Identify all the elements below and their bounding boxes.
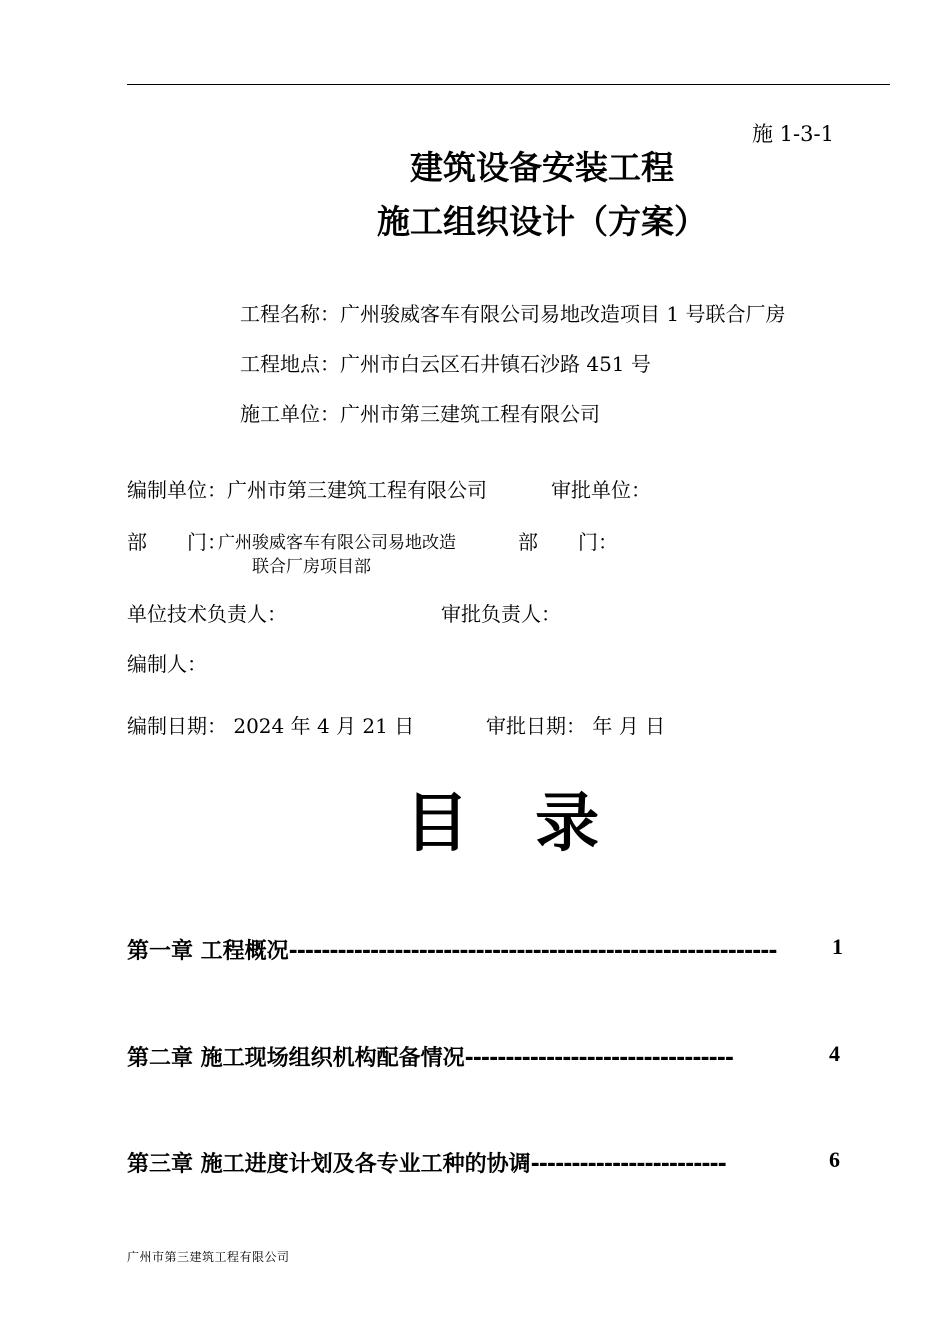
dept-value-line1: 广州骏威客车有限公司易地改造	[218, 533, 456, 553]
toc-heading: 目 录	[404, 787, 622, 861]
compile-date: 编制日期： 2024 年 4 月 21 日	[127, 714, 415, 738]
dept-value-line2: 联合厂房项目部	[252, 557, 371, 577]
toc-item-dots: ------------------------	[530, 1152, 726, 1177]
project-contractor: 施工单位：广州市第三建筑工程有限公司	[240, 402, 600, 426]
toc-item-page: 6	[829, 1147, 840, 1172]
toc-item[interactable]	[127, 1147, 726, 1178]
toc-item-page: 4	[829, 1041, 840, 1066]
approve-unit: 审批单位：	[551, 478, 651, 502]
document-title-line1: 建筑设备安装工程	[410, 148, 674, 187]
project-name: 工程名称：广州骏威客车有限公司易地改造项目 1 号联合厂房	[240, 302, 786, 326]
toc-item-dots: ---------------------------------	[464, 1046, 733, 1071]
footer-company: 广州市第三建筑工程有限公司	[127, 1250, 290, 1264]
toc-item-page: 1	[832, 934, 843, 959]
compiler: 编制人：	[127, 652, 207, 676]
project-address: 工程地点：广州市白云区石井镇石沙路 451 号	[240, 352, 651, 376]
dept-label: 部 门：	[127, 530, 227, 554]
approve-dept: 部 门：	[518, 530, 618, 554]
document-title-line2: 施工组织设计（方案）	[377, 202, 707, 241]
header-rule	[127, 84, 890, 85]
toc-item-dots: ------------------------------------------------------------	[288, 939, 777, 964]
approve-date: 审批日期： 年 月 日	[486, 714, 666, 738]
toc-item-label: 第二章 施工现场组织机构配备情况	[127, 1046, 465, 1071]
form-code: 施 1-3-1	[752, 122, 834, 146]
toc-item-label: 第一章 工程概况	[127, 939, 289, 964]
compile-unit: 编制单位：广州市第三建筑工程有限公司	[127, 478, 487, 502]
tech-lead: 单位技术负责人：	[127, 602, 287, 626]
toc-item[interactable]	[127, 1041, 733, 1072]
approve-lead: 审批负责人：	[441, 602, 561, 626]
toc-item[interactable]	[127, 934, 777, 965]
toc-item-label: 第三章 施工进度计划及各专业工种的协调	[127, 1152, 531, 1177]
